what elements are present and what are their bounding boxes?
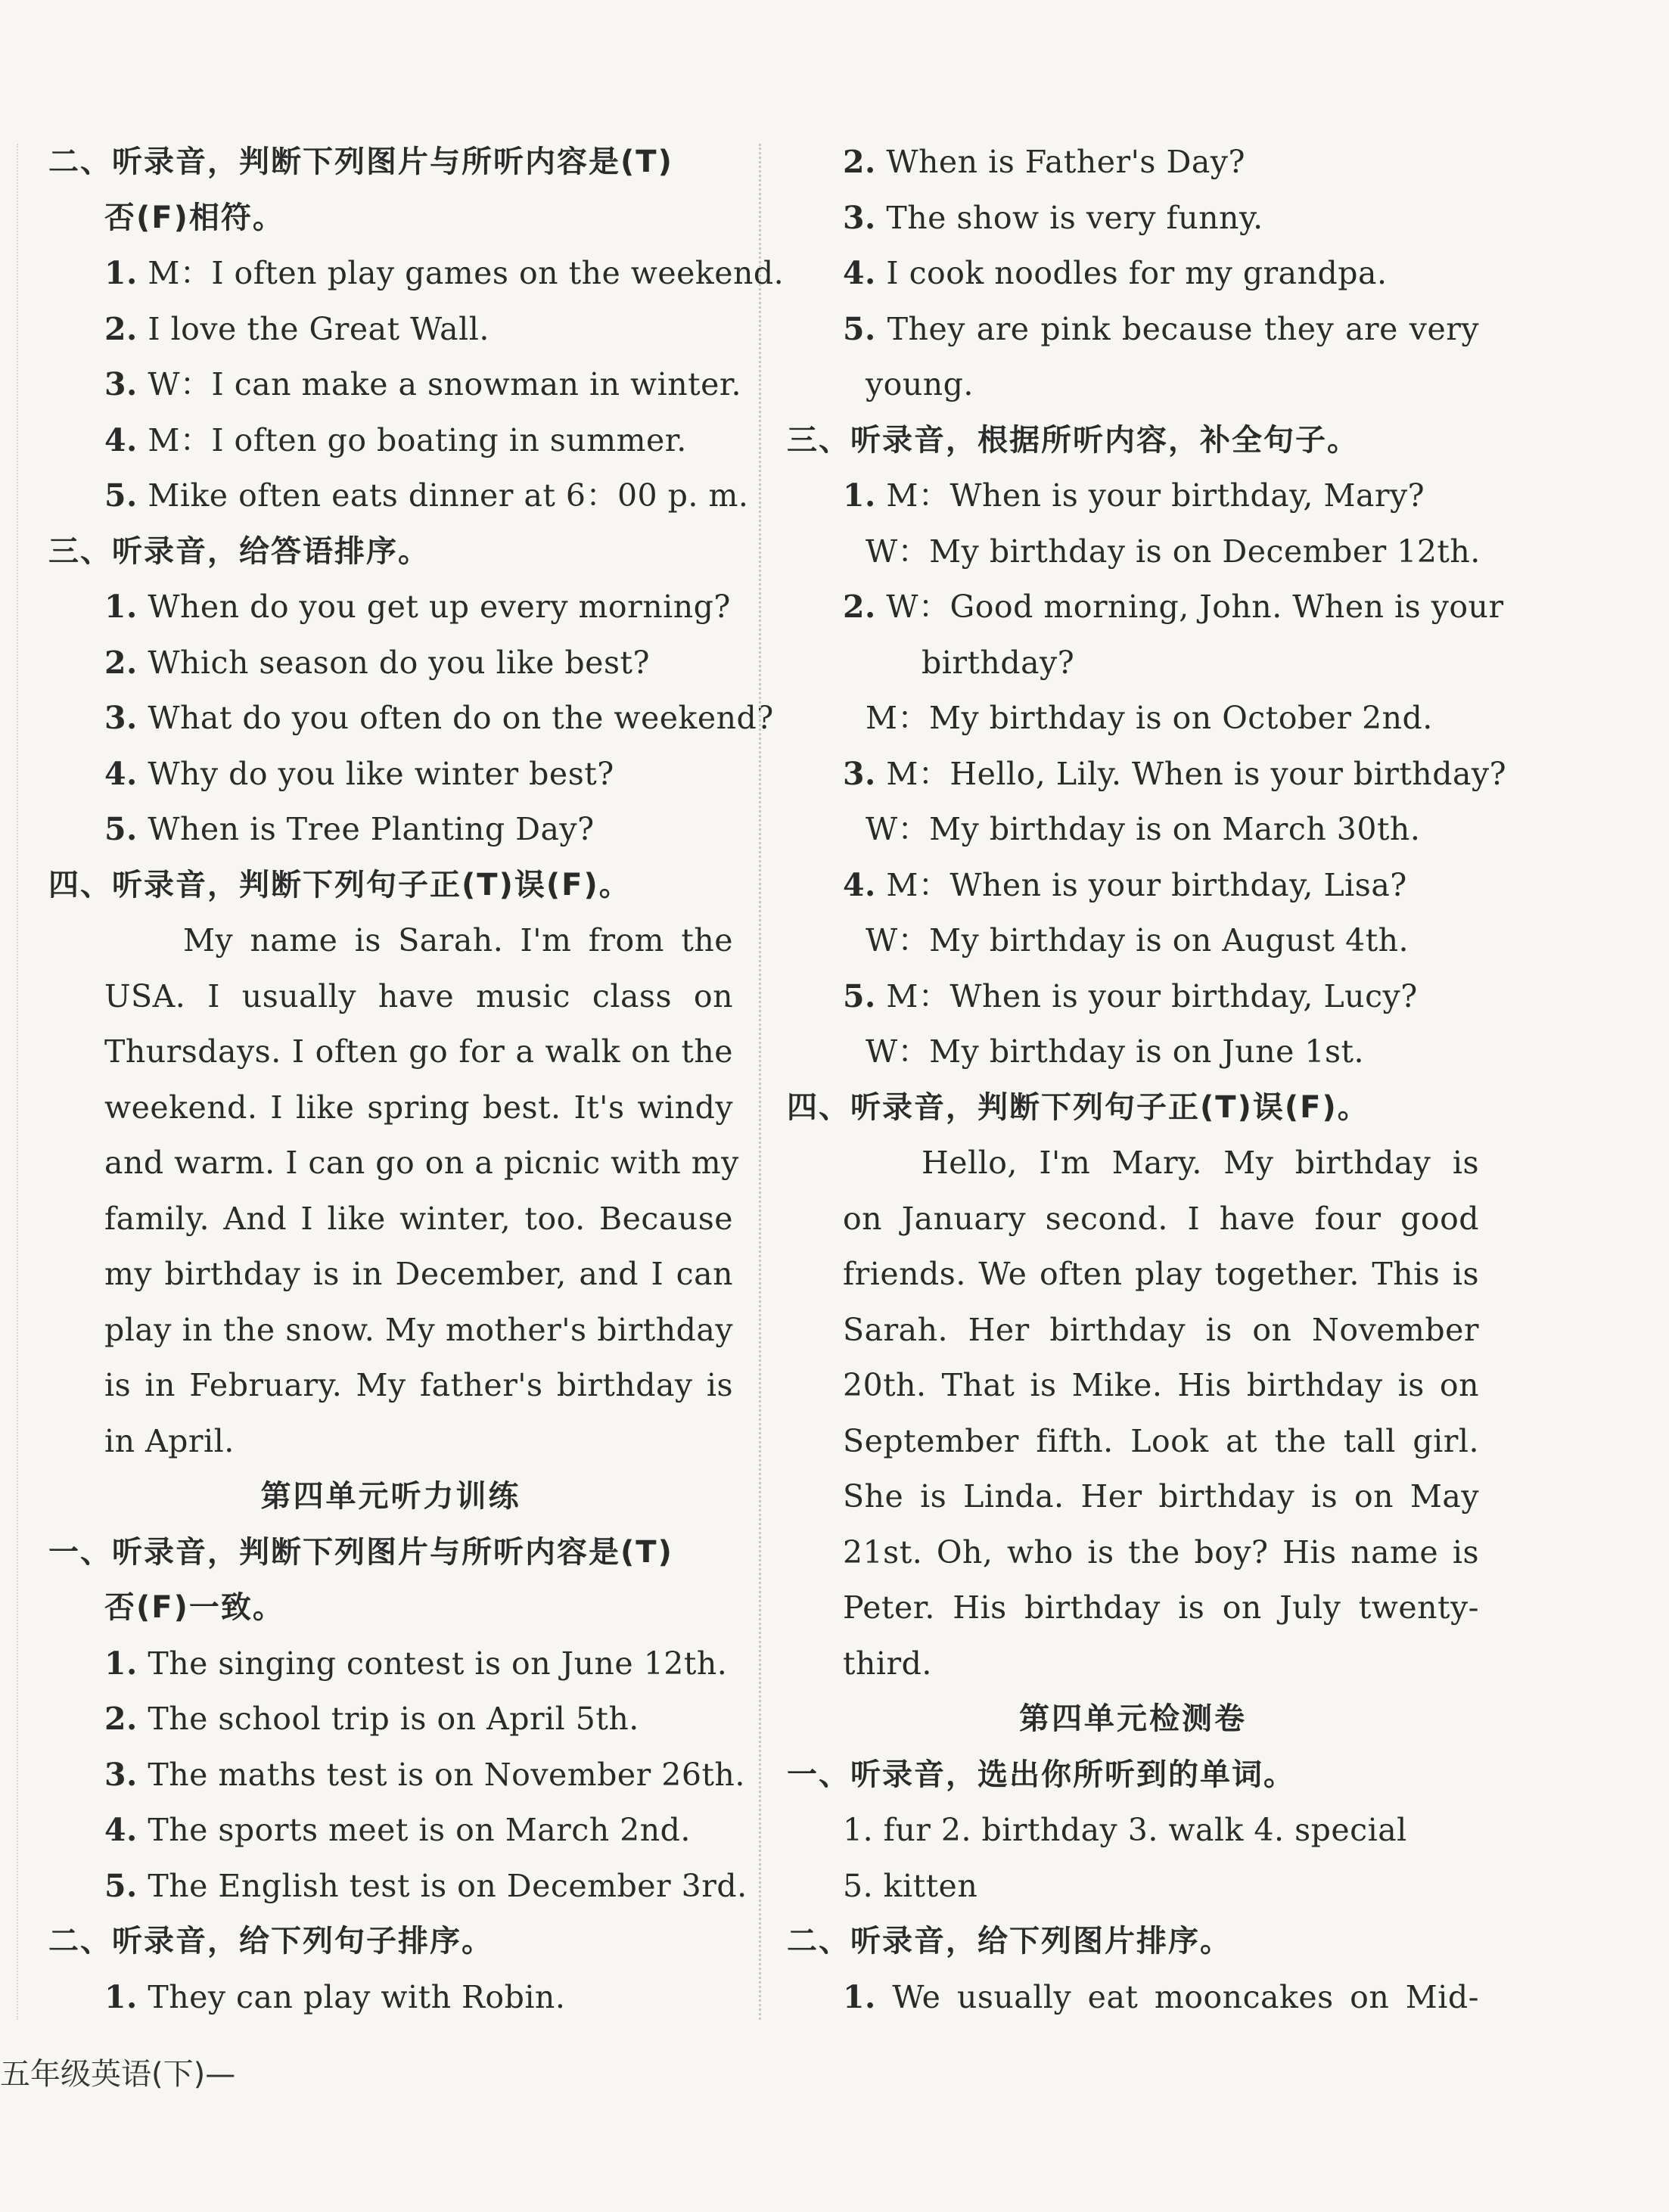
text-line bbox=[48, 747, 733, 803]
line-text: 四、听录音，判断下列句子正(T)误(F)。 bbox=[48, 867, 631, 903]
line-text: 一、听录音，判断下列图片与所听内容是(T) bbox=[48, 1534, 673, 1570]
text-line bbox=[48, 802, 733, 858]
text-line bbox=[787, 1525, 1479, 1581]
text-line bbox=[48, 246, 785, 302]
line-text: 一、听录音，选出你所听到的单词。 bbox=[787, 1757, 1295, 1792]
line-text: M：My birthday is on October 2nd. bbox=[866, 700, 1433, 736]
line-text: I love the Great Wall. bbox=[137, 310, 490, 347]
item-number: 5. bbox=[104, 811, 138, 847]
line-text: friends. We often play together. This is bbox=[843, 1256, 1479, 1292]
line-text: She is Linda. Her birthday is on May bbox=[843, 1478, 1479, 1515]
line-text: Thursdays. I often go for a walk on the bbox=[104, 1033, 733, 1070]
text-line bbox=[787, 1024, 1479, 1080]
line-text: The sports meet is on March 2nd. bbox=[137, 1812, 691, 1848]
text-line bbox=[48, 969, 733, 1025]
right-column bbox=[787, 135, 1507, 2025]
item-number: 3. bbox=[843, 755, 876, 792]
line-text: M：Hello, Lily. When is your birthday? bbox=[875, 755, 1507, 792]
text-line bbox=[787, 1136, 1479, 1191]
text-line bbox=[48, 691, 774, 747]
line-text: 否(F)一致。 bbox=[104, 1590, 284, 1625]
section-heading bbox=[48, 1914, 733, 1970]
text-line bbox=[787, 1580, 1479, 1636]
line-text: M：When is your birthday, Lucy? bbox=[875, 977, 1418, 1014]
text-line bbox=[48, 1303, 733, 1359]
line-text: M：I often play games on the weekend. bbox=[137, 255, 785, 291]
text-line bbox=[48, 1803, 733, 1859]
line-text: M：I often go boating in summer. bbox=[137, 421, 687, 458]
text-line bbox=[787, 913, 1479, 969]
item-number: 2. bbox=[843, 589, 876, 625]
item-number: 2. bbox=[104, 1701, 138, 1737]
text-line bbox=[48, 1414, 733, 1470]
line-text: my birthday is in December, and I can bbox=[104, 1256, 733, 1292]
line-text: Why do you like winter best? bbox=[137, 755, 614, 792]
line-text: W：Good morning, John. When is your bbox=[875, 589, 1504, 625]
item-number: 4. bbox=[843, 866, 876, 903]
line-text: 1. fur 2. birthday 3. walk 4. special bbox=[843, 1812, 1407, 1848]
line-text: weekend. I like spring best. It's windy bbox=[104, 1089, 733, 1126]
text-line bbox=[48, 579, 733, 635]
text-line bbox=[787, 135, 1479, 191]
line-text: I cook noodles for my grandpa. bbox=[875, 255, 1388, 291]
text-line bbox=[787, 1303, 1479, 1359]
text-line bbox=[48, 1859, 747, 1915]
line-text: W：My birthday is on June 1st. bbox=[866, 1033, 1365, 1070]
text-line bbox=[48, 302, 733, 358]
line-text: third. bbox=[843, 1645, 932, 1682]
line-text: 三、听录音，根据所听内容，补全句子。 bbox=[787, 422, 1359, 458]
text-line bbox=[787, 1859, 1479, 1915]
text-line bbox=[48, 1080, 733, 1136]
line-text: 二、听录音，判断下列图片与所听内容是(T) bbox=[48, 144, 673, 179]
line-text: 21st. Oh, who is the boy? His name is bbox=[843, 1533, 1479, 1570]
text-line bbox=[48, 1247, 733, 1303]
text-line bbox=[787, 858, 1479, 914]
text-line bbox=[787, 579, 1504, 635]
item-number: 1. bbox=[843, 1978, 876, 2015]
line-text: Peter. His birthday is on July twenty- bbox=[843, 1589, 1479, 1626]
line-text: is in February. My father's birthday is bbox=[104, 1367, 733, 1403]
line-text: The singing contest is on June 12th. bbox=[137, 1645, 728, 1682]
line-text: in April. bbox=[104, 1422, 235, 1459]
item-number: 3. bbox=[843, 199, 876, 236]
text-line bbox=[787, 1358, 1479, 1414]
line-text: 二、听录音，给下列图片排序。 bbox=[787, 1924, 1232, 1959]
item-number: 5. bbox=[104, 1867, 138, 1904]
line-text: W：My birthday is on August 4th. bbox=[866, 922, 1409, 958]
text-line bbox=[48, 1636, 733, 1692]
text-line bbox=[787, 524, 1479, 580]
left-column bbox=[48, 135, 785, 2025]
text-line bbox=[48, 1024, 733, 1080]
text-line bbox=[48, 1970, 733, 2026]
line-text: W：My birthday is on March 30th. bbox=[866, 811, 1421, 847]
section-title bbox=[787, 1692, 1479, 1748]
text-line bbox=[48, 1136, 739, 1191]
text-line bbox=[48, 413, 733, 469]
left-margin-rule bbox=[17, 144, 18, 2020]
item-number: 3. bbox=[104, 700, 138, 736]
line-text: What do you often do on the weekend? bbox=[137, 700, 774, 736]
line-text: W：My birthday is on December 12th. bbox=[866, 533, 1481, 570]
item-number: 1. bbox=[104, 589, 138, 625]
item-number: 5. bbox=[104, 477, 138, 514]
line-text: The show is very funny. bbox=[875, 199, 1263, 236]
text-line bbox=[787, 969, 1479, 1025]
line-text: birthday? bbox=[922, 644, 1075, 681]
text-line bbox=[48, 468, 749, 524]
section-heading bbox=[787, 1080, 1479, 1136]
text-line bbox=[787, 691, 1479, 747]
line-text: Which season do you like best? bbox=[137, 644, 650, 681]
section-heading bbox=[48, 135, 733, 191]
item-number: 1. bbox=[104, 1645, 138, 1682]
line-text: USA. I usually have music class on bbox=[104, 977, 733, 1014]
page-footer: 五年级英语(下)— bbox=[0, 2057, 236, 2092]
line-text: When is Father's Day? bbox=[875, 144, 1245, 180]
line-text: The school trip is on April 5th. bbox=[137, 1701, 639, 1737]
section-heading bbox=[787, 1748, 1479, 1803]
text-line bbox=[48, 1191, 733, 1247]
line-text: Hello, I'm Mary. My birthday is bbox=[922, 1145, 1479, 1181]
item-number: 1. bbox=[104, 1978, 138, 2015]
item-number: 1. bbox=[104, 255, 138, 291]
section-heading bbox=[787, 413, 1479, 469]
text-line bbox=[48, 1692, 733, 1748]
column-divider bbox=[759, 144, 761, 2020]
text-line bbox=[787, 246, 1479, 302]
line-text: My name is Sarah. I'm from the bbox=[183, 922, 733, 958]
line-text: 20th. That is Mike. His birthday is on bbox=[843, 1367, 1479, 1403]
item-number: 3. bbox=[104, 366, 138, 402]
text-line bbox=[787, 1247, 1479, 1303]
section-heading bbox=[48, 858, 733, 914]
line-text: The English test is on December 3rd. bbox=[137, 1867, 747, 1904]
line-text: on January second. I have four good bbox=[843, 1200, 1479, 1237]
item-number: 2. bbox=[843, 144, 876, 180]
text-line bbox=[48, 913, 733, 969]
text-line bbox=[48, 635, 733, 691]
line-text: Sarah. Her birthday is on November bbox=[843, 1311, 1479, 1348]
text-line bbox=[787, 1414, 1479, 1470]
line-text: 第四单元检测卷 bbox=[1019, 1701, 1247, 1736]
text-line bbox=[787, 468, 1479, 524]
text-line bbox=[787, 302, 1479, 358]
line-text: 否(F)相符。 bbox=[104, 200, 284, 235]
line-text: 第四单元听力训练 bbox=[260, 1479, 521, 1514]
line-text: young. bbox=[866, 366, 974, 402]
item-number: 2. bbox=[104, 644, 138, 681]
item-number: 4. bbox=[104, 1812, 138, 1848]
line-text: The maths test is on November 26th. bbox=[137, 1756, 745, 1793]
item-number: 1. bbox=[843, 477, 876, 514]
section-title bbox=[48, 1469, 733, 1525]
item-number: 2. bbox=[104, 310, 138, 347]
line-text: M：When is your birthday, Lisa? bbox=[875, 866, 1407, 903]
item-number: 3. bbox=[104, 1756, 138, 1793]
line-text: When do you get up every morning? bbox=[137, 589, 731, 625]
item-number: 5. bbox=[843, 310, 876, 347]
line-text: family. And I like winter, too. Because bbox=[104, 1200, 733, 1237]
text-line bbox=[787, 1469, 1479, 1525]
text-line bbox=[48, 357, 742, 413]
text-line bbox=[787, 1803, 1479, 1859]
section-heading bbox=[787, 1914, 1479, 1970]
line-text: We usually eat mooncakes on Mid- bbox=[875, 1978, 1479, 2015]
section-heading bbox=[48, 524, 733, 580]
section-heading bbox=[48, 1525, 733, 1581]
text-line bbox=[787, 1970, 1479, 2026]
text-line bbox=[787, 747, 1507, 803]
text-line bbox=[48, 1358, 733, 1414]
line-text: They can play with Robin. bbox=[137, 1978, 566, 2015]
line-text: 5. kitten bbox=[843, 1867, 978, 1904]
text-line bbox=[787, 802, 1479, 858]
line-text: September fifth. Look at the tall girl. bbox=[843, 1422, 1479, 1459]
text-line bbox=[787, 1191, 1479, 1247]
line-text: M：When is your birthday, Mary? bbox=[875, 477, 1425, 514]
line-text: 四、听录音，判断下列句子正(T)误(F)。 bbox=[787, 1089, 1369, 1125]
line-text: Mike often eats dinner at 6：00 p. m. bbox=[137, 477, 749, 514]
line-text: They are pink because they are very bbox=[875, 310, 1479, 347]
item-number: 4. bbox=[104, 755, 138, 792]
section-heading bbox=[48, 1580, 733, 1636]
text-line bbox=[787, 191, 1479, 247]
line-text: 二、听录音，给下列句子排序。 bbox=[48, 1924, 493, 1959]
text-line bbox=[48, 1748, 745, 1803]
text-line bbox=[787, 357, 1479, 413]
item-number: 4. bbox=[843, 255, 876, 291]
line-text: 三、听录音，给答语排序。 bbox=[48, 533, 430, 569]
item-number: 5. bbox=[843, 977, 876, 1014]
item-number: 4. bbox=[104, 421, 138, 458]
line-text: and warm. I can go on a picnic with my bbox=[104, 1145, 739, 1181]
line-text: When is Tree Planting Day? bbox=[137, 811, 595, 847]
line-text: play in the snow. My mother's birthday bbox=[104, 1311, 733, 1348]
section-heading bbox=[48, 191, 733, 247]
line-text: W：I can make a snowman in winter. bbox=[137, 366, 742, 402]
text-line bbox=[787, 635, 1479, 691]
text-line bbox=[787, 1636, 1479, 1692]
